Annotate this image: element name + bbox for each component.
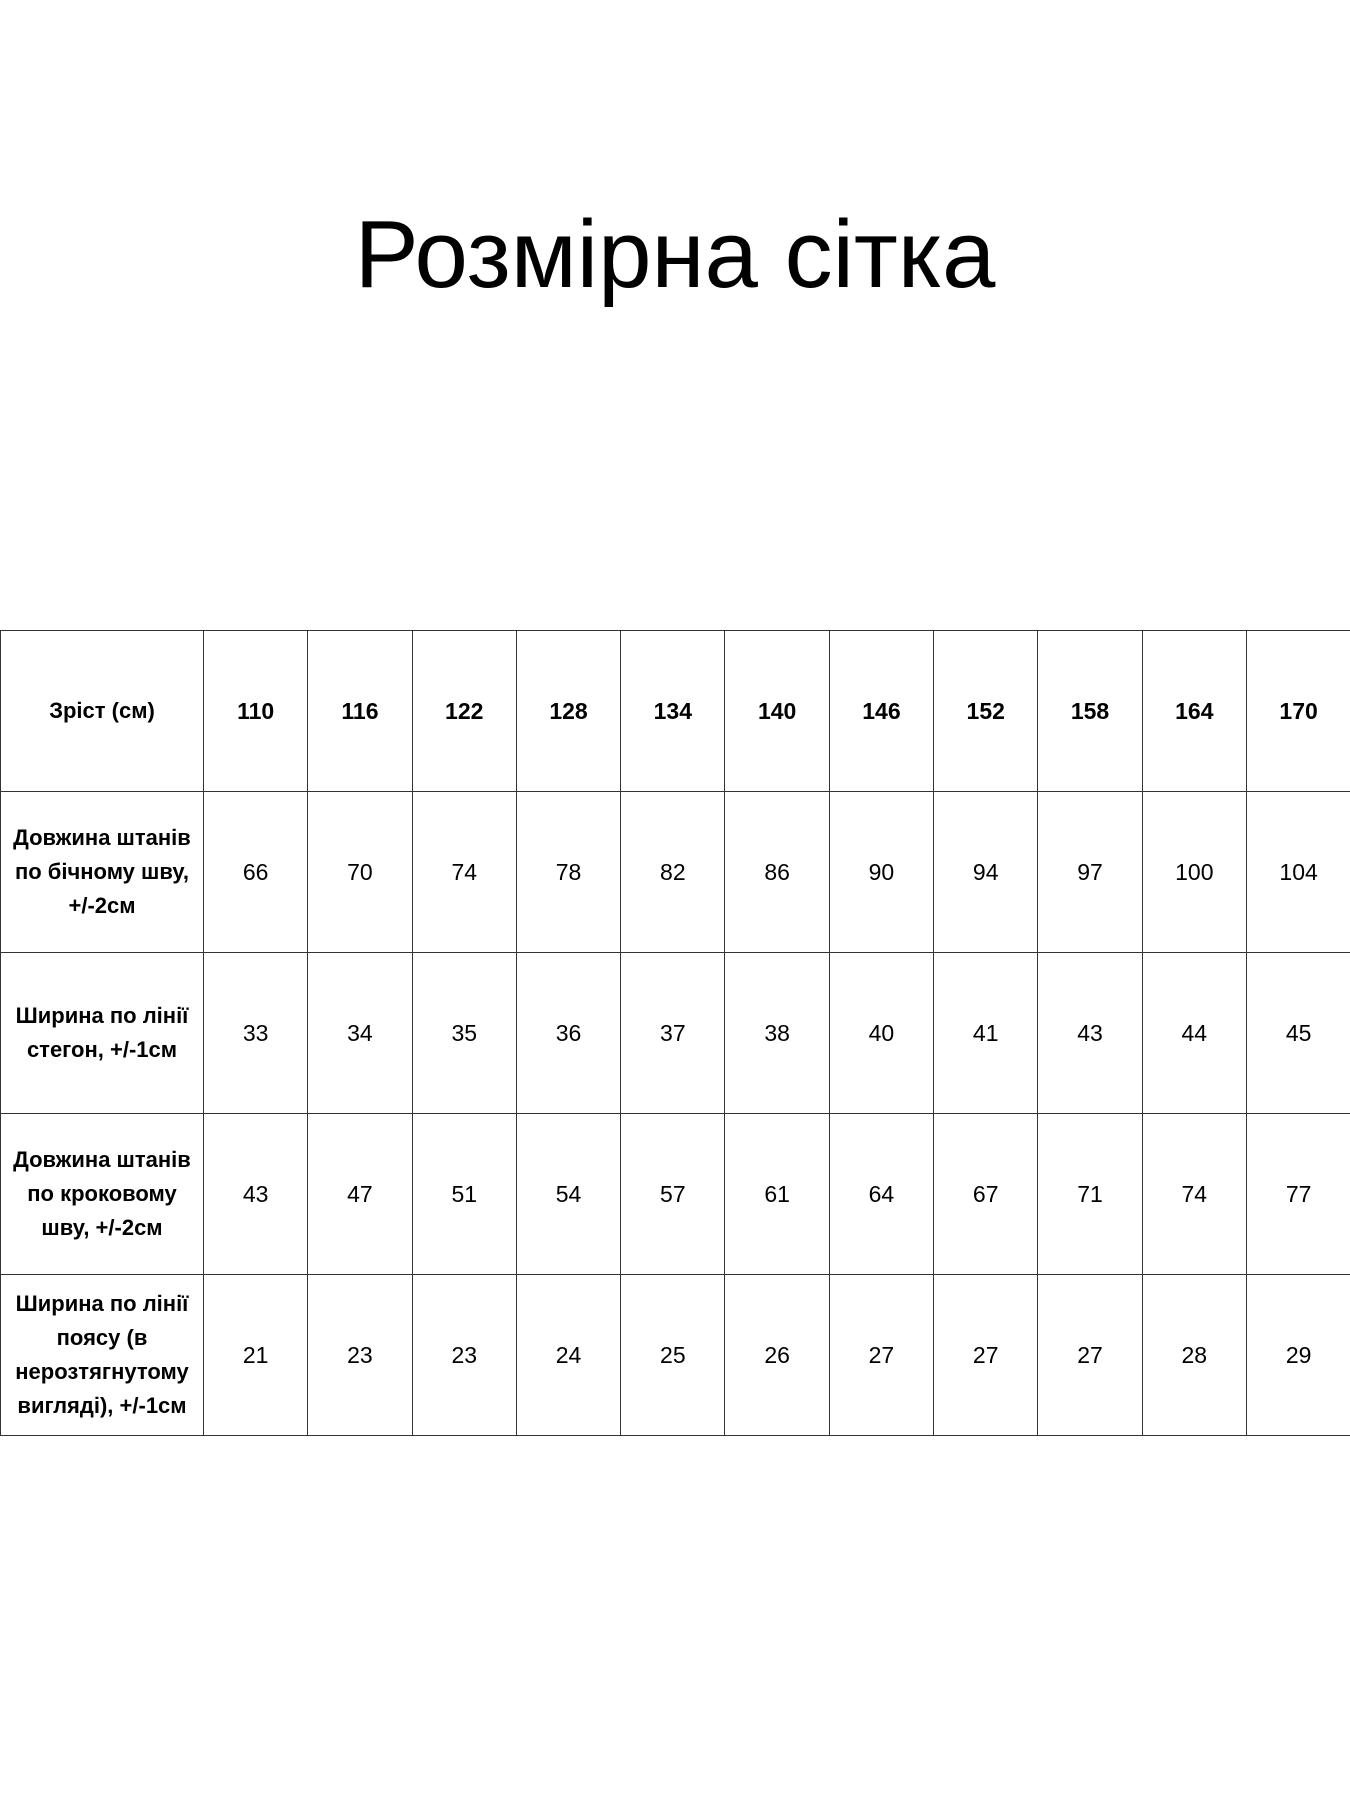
- size-header-cell: 134: [621, 631, 725, 792]
- value-cell: 82: [621, 792, 725, 953]
- value-cell: 74: [412, 792, 516, 953]
- table-row: [1, 953, 1350, 1114]
- table-row: [1, 792, 1350, 953]
- value-cell: 27: [829, 1275, 933, 1436]
- value-cell: 70: [308, 792, 412, 953]
- value-cell: 100: [1142, 792, 1246, 953]
- size-header-cell: 140: [725, 631, 829, 792]
- row-label-cell: Довжина штанів по бічному шву, +/-2см: [1, 792, 204, 953]
- value-cell: 23: [308, 1275, 412, 1436]
- value-cell: 35: [412, 953, 516, 1114]
- value-cell: 67: [934, 1114, 1038, 1275]
- size-header-cell: 128: [516, 631, 620, 792]
- row-label-cell: Ширина по лінії поясу (в нерозтягнутому вигляді), +/-1см: [1, 1275, 204, 1436]
- row-label-cell: Довжина штанів по кроковому шву, +/-2см: [1, 1114, 204, 1275]
- size-chart-table: [0, 630, 1350, 1436]
- value-cell: 90: [829, 792, 933, 953]
- value-cell: 40: [829, 953, 933, 1114]
- size-header-cell: 146: [829, 631, 933, 792]
- value-cell: 28: [1142, 1275, 1246, 1436]
- value-cell: 25: [621, 1275, 725, 1436]
- size-header-cell: 110: [204, 631, 308, 792]
- size-header-cell: 116: [308, 631, 412, 792]
- value-cell: 38: [725, 953, 829, 1114]
- value-cell: 71: [1038, 1114, 1142, 1275]
- size-header-cell: 164: [1142, 631, 1246, 792]
- value-cell: 43: [204, 1114, 308, 1275]
- value-cell: 44: [1142, 953, 1246, 1114]
- value-cell: 27: [1038, 1275, 1142, 1436]
- value-cell: 51: [412, 1114, 516, 1275]
- value-cell: 34: [308, 953, 412, 1114]
- value-cell: 78: [516, 792, 620, 953]
- value-cell: 21: [204, 1275, 308, 1436]
- value-cell: 36: [516, 953, 620, 1114]
- value-cell: 29: [1246, 1275, 1350, 1436]
- value-cell: 45: [1246, 953, 1350, 1114]
- value-cell: 26: [725, 1275, 829, 1436]
- size-chart-body: [1, 631, 1350, 1436]
- value-cell: 23: [412, 1275, 516, 1436]
- table-row: [1, 1114, 1350, 1275]
- value-cell: 47: [308, 1114, 412, 1275]
- value-cell: 64: [829, 1114, 933, 1275]
- size-header-cell: 158: [1038, 631, 1142, 792]
- value-cell: 57: [621, 1114, 725, 1275]
- value-cell: 24: [516, 1275, 620, 1436]
- value-cell: 74: [1142, 1114, 1246, 1275]
- row-label-cell: Ширина по лінії стегон, +/-1см: [1, 953, 204, 1114]
- page-title: Розмірна сітка: [354, 201, 996, 308]
- size-header-cell: 152: [934, 631, 1038, 792]
- value-cell: 33: [204, 953, 308, 1114]
- value-cell: 37: [621, 953, 725, 1114]
- value-cell: 41: [934, 953, 1038, 1114]
- value-cell: 86: [725, 792, 829, 953]
- value-cell: 97: [1038, 792, 1142, 953]
- size-header-cell: 170: [1246, 631, 1350, 792]
- value-cell: 94: [934, 792, 1038, 953]
- value-cell: 54: [516, 1114, 620, 1275]
- table-row: [1, 1275, 1350, 1436]
- header-row: [1, 631, 1350, 792]
- value-cell: 77: [1246, 1114, 1350, 1275]
- value-cell: 104: [1246, 792, 1350, 953]
- size-header-cell: 122: [412, 631, 516, 792]
- value-cell: 43: [1038, 953, 1142, 1114]
- header-label-cell: Зріст (см): [1, 631, 204, 792]
- value-cell: 61: [725, 1114, 829, 1275]
- value-cell: 66: [204, 792, 308, 953]
- value-cell: 27: [934, 1275, 1038, 1436]
